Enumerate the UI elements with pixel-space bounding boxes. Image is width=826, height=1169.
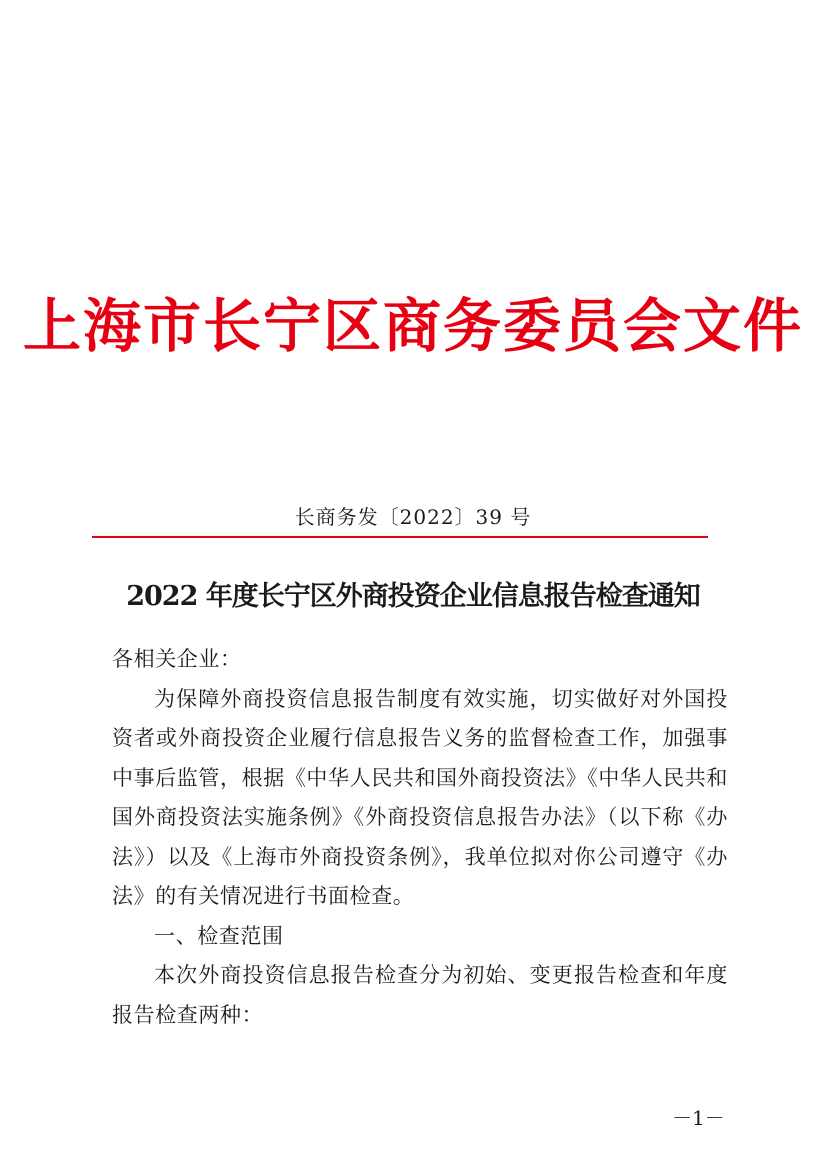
document-body <box>112 640 728 1035</box>
red-separator-line <box>92 536 708 538</box>
document-title: 2022 年度长宁区外商投资企业信息报告检查通知 <box>126 581 700 612</box>
page-number: －1－ <box>672 1106 725 1130</box>
masthead-title: 上海市长宁区商务委员会文件 <box>22 292 803 360</box>
document-number: 长商务发〔2022〕39 号 <box>294 505 532 529</box>
body-paragraph: 为保障外商投资信息报告制度有效实施，切实做好对外国投资者或外商投资企业履行信息报告义务的监督检查工作，加强事中事后监管，根据《中华人民共和国外商投资法》《中华人民共和国外商投资法实施条例》《外商投资信息报告办法》（以下称《办法》）以及《上海市外商投资条例》，我单位拟对你公司遵守《办法》的有关情况进行书面检查。 <box>112 686 728 908</box>
section-heading: 一、检查范围 <box>154 923 284 948</box>
salutation: 各相关企业： <box>112 647 242 671</box>
body-paragraph: 本次外商投资信息报告检查分为初始、变更报告检查和年度报告检查两种： <box>112 963 728 1027</box>
